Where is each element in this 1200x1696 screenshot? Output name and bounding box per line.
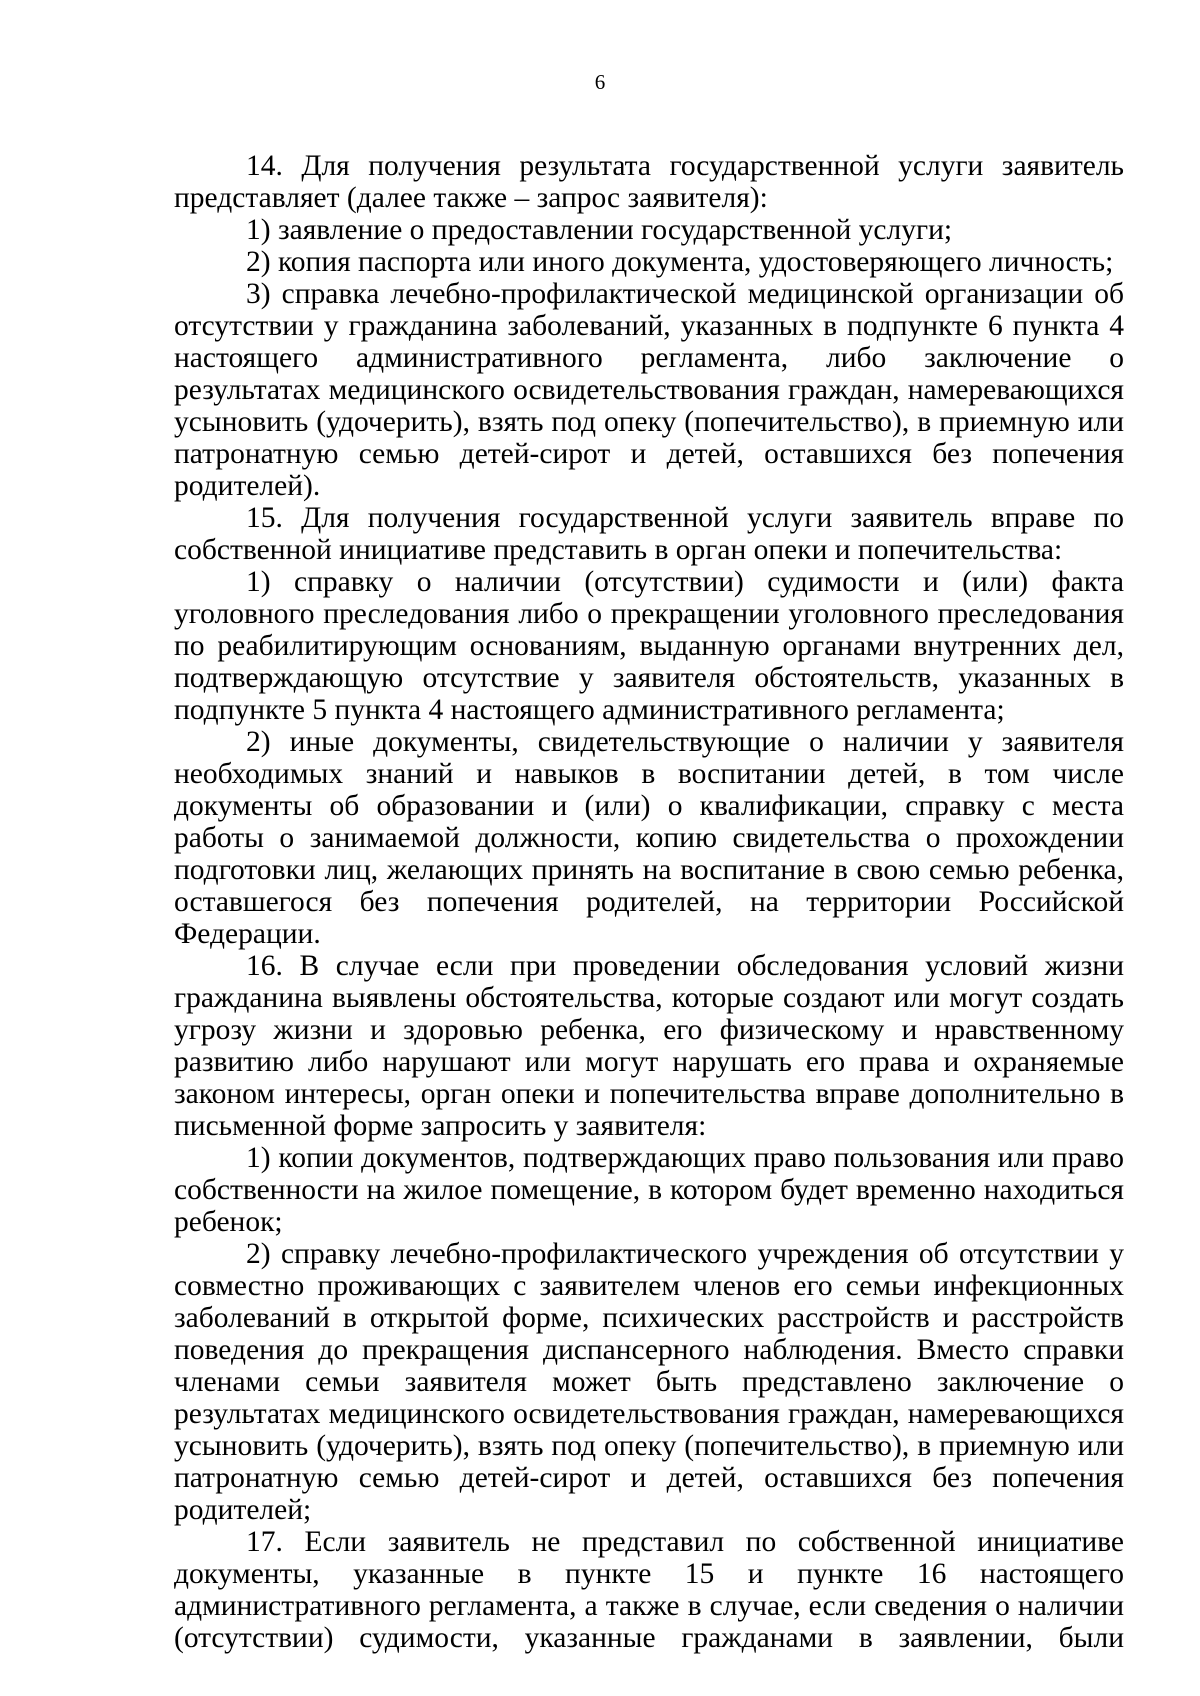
paragraph-16-item-2: 2) справку лечебно-профилактического учреждения об отсутствии у совместно проживающих с заявителем членов его семьи инфекционных заболеваний в открытой форме, психических расстройств и расстройств поведения до прекращения диспансерного наблюдения. Вместо справки членами семьи заявителя может быть представлено заключение о результатах медицинского освидетельствования граждан, намеревающихся усыновить (удочерить), взять под опеку (попечительство), в приемную или патронатную семью детей-сирот и детей, оставшихся без попечения родителей; — [174, 1238, 1124, 1526]
paragraph-15-item-2: 2) иные документы, свидетельствующие о наличии у заявителя необходимых знаний и навыков в воспитании детей, в том числе документы об образовании и (или) о квалификации, справку с места работы о занимаемой должности, копию свидетельства о прохождении подготовки лиц, желающих принять на воспитание в свою семью ребенка, оставшегося без попечения родителей, на территории Российской Федерации. — [174, 726, 1124, 950]
page-number: 6 — [594, 70, 606, 94]
paragraph-14: 14. Для получения результата государственной услуги заявитель представляет (далее также – запрос заявителя): — [174, 150, 1124, 214]
document-body — [174, 150, 1124, 1654]
paragraph-17: 17. Если заявитель не представил по собственной инициативе документы, указанные в пункте 15 и пункте 16 настоящего административного регламента, а также в случае, если сведения о наличии (отсутствии) судимости, указанные гражданами в заявлении, были — [174, 1526, 1124, 1654]
paragraph-15: 15. Для получения государственной услуги заявитель вправе по собственной инициативе представить в орган опеки и попечительства: — [174, 502, 1124, 566]
paragraph-16: 16. В случае если при проведении обследования условий жизни гражданина выявлены обстоятельства, которые создают или могут создать угрозу жизни и здоровью ребенка, его физическому и нравственному развитию либо нарушают или могут нарушать его права и охраняемые законом интересы, орган опеки и попечительства вправе дополнительно в письменной форме запросить у заявителя: — [174, 950, 1124, 1142]
paragraph-14-item-2: 2) копия паспорта или иного документа, удостоверяющего личность; — [246, 246, 1114, 278]
paragraph-15-item-1: 1) справку о наличии (отсутствии) судимости и (или) факта уголовного преследования либо о прекращении уголовного преследования по реабилитирующим основаниям, выданную органами внутренних дел, подтверждающую отсутствие у заявителя обстоятельств, указанных в подпункте 5 пункта 4 настоящего административного регламента; — [174, 566, 1124, 726]
paragraph-14-item-3: 3) справка лечебно-профилактической медицинской организации об отсутствии у гражданина заболеваний, указанных в подпункте 6 пункта 4 настоящего административного регламента, либо заключение о результатах медицинского освидетельствования граждан, намеревающихся усыновить (удочерить), взять под опеку (попечительство), в приемную или патронатную семью детей-сирот и детей, оставшихся без попечения родителей). — [174, 278, 1124, 502]
paragraph-14-item-1: 1) заявление о предоставлении государственной услуги; — [246, 214, 953, 246]
paragraph-16-item-1: 1) копии документов, подтверждающих право пользования или право собственности на жилое помещение, в котором будет временно находиться ребенок; — [174, 1142, 1124, 1238]
